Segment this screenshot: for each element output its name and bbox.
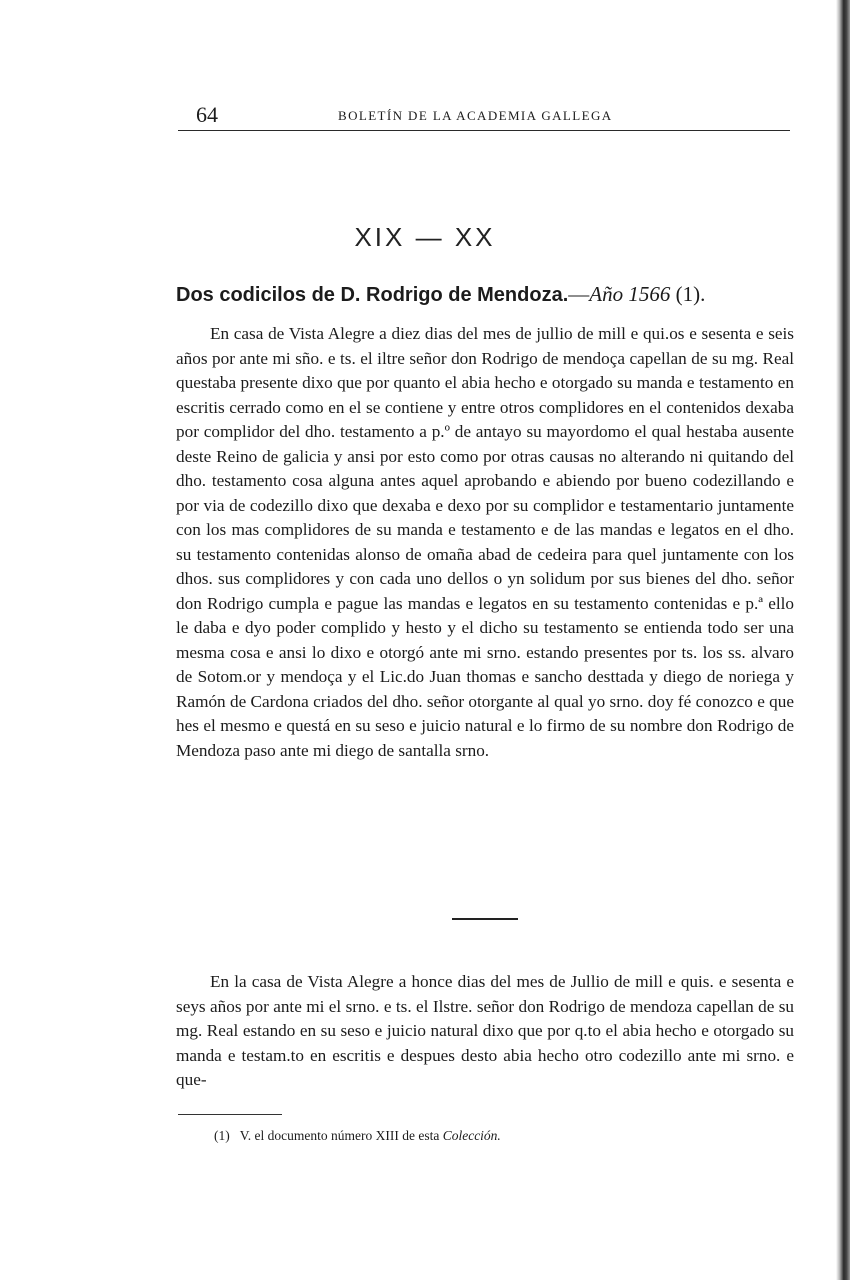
section-separator bbox=[452, 918, 518, 920]
paragraph-codicil-2: En la casa de Vista Alegre a honce dias del mes de Jullio de mill e quis. e sesenta e seys años por ante mi el srno. e ts. el Ilstre. señor don Rodrigo de mendoza capellan de su mg. Real estando en su seso e juicio natural dixo que por q.to el abia hecho e otorgado su manda e testam.to en escritis e despues desto abia hecho otro codezillo ante mi srno. e que- bbox=[176, 972, 794, 1089]
footnote-italic: Colección. bbox=[442, 1128, 501, 1143]
document-title: Dos codicilos de D. Rodrigo de Mendoza. bbox=[176, 284, 569, 306]
running-head: BOLETÍN DE LA ACADEMIA GALLEGA bbox=[338, 108, 613, 123]
page-number: 64 bbox=[196, 102, 218, 127]
footnote-rule bbox=[178, 1114, 282, 1115]
page-header bbox=[178, 100, 790, 131]
footnote-text: V. el documento número XIII de esta bbox=[239, 1128, 440, 1143]
section-number: XIX — XX bbox=[354, 222, 496, 252]
footnote bbox=[214, 1128, 774, 1144]
title-dash: — bbox=[568, 282, 590, 306]
document-year: Año 1566 bbox=[589, 282, 671, 306]
footnote-mark: (1) bbox=[214, 1128, 230, 1143]
page-binding-edge bbox=[836, 0, 850, 1280]
paragraph-codicil-1: En casa de Vista Alegre a diez dias del mes de jullio de mill e qui.os e sesenta e seis años por ante mi sño. e ts. el iltre señor don Rodrigo de mendoça capellan de su mg. Real questaba presente dixo que por quanto el abia hecho e otorgado su manda e testamento en escritis cerrado como en el se contiene y entre otros complidores en el contenidos dexaba por complidor del dho. testamento a p.º de antayo su mayordomo el qual hestaba ausente deste Reino de galicia y ansi por esto como por otras causas no alterando ni quitando del dho. testamento cosa alguna antes aquel aprobando e abiendo por bueno codezillando e por via de codezillo dixo que dexaba e dexo por su complidor e testamentario juntamente con los mas complidores de su manda e testamento e de las mandas e legatos en el dho. su testamento contenidas alonso de omaña abad de cedeira para quel juntamente con los dhos. sus complidores y con cada uno dellos o yn solidum por sus bienes del dho. señor don Rodrigo cumpla e pague las mandas e legatos en su testamento contenidas e p.ª ello le daba e dyo poder complido y hesto y el dicho su testamento se entienda todo ser una mesma cosa e ansi lo dixo e otorgó ante mi srno. estando presentes por ts. los ss. alvaro de Sotom.or y mendoça y el Lic.do Juan thomas e sancho desttada y diego de noriega y Ramón de Cardona criados del dho. señor otorgante al qual yo srno. doy fé conozco e que hes el mesmo e questá en su seso e juicio natural e lo firmo de su nombre don Rodrigo de Mendoza paso ante mi diego de santalla srno. bbox=[176, 324, 794, 760]
footnote-reference: (1). bbox=[675, 282, 706, 306]
document-title-line bbox=[176, 282, 806, 307]
